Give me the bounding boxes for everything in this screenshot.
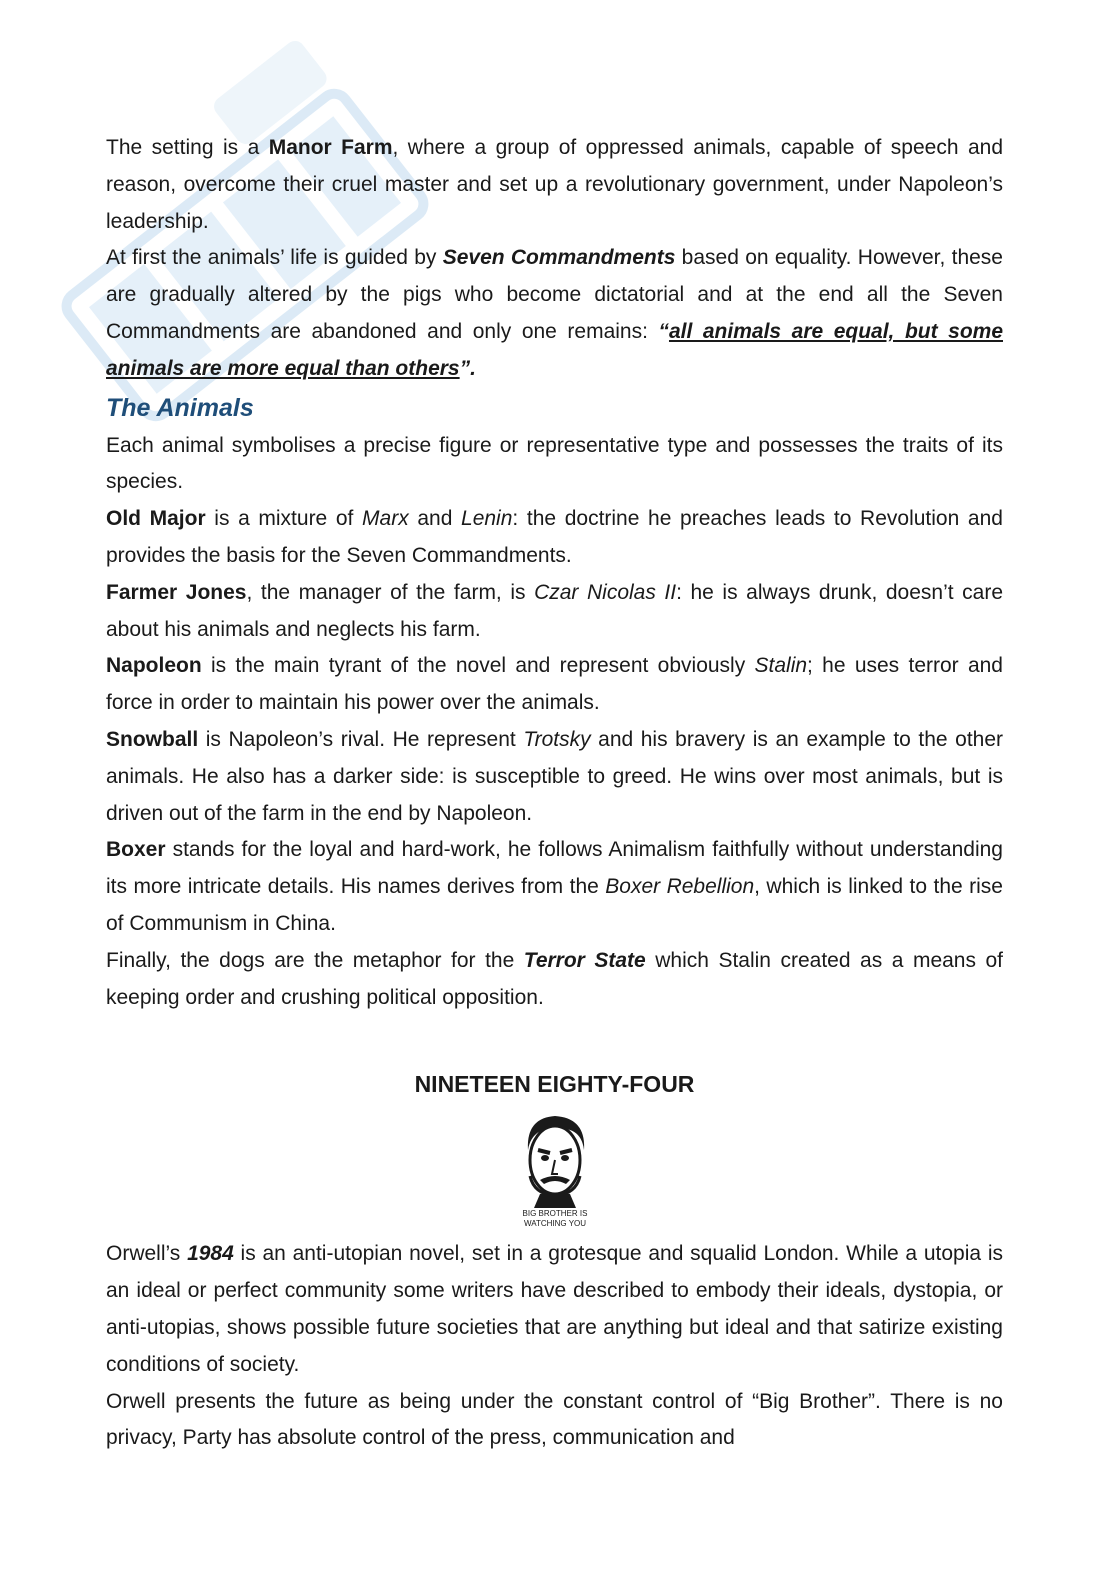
stalin-term: Stalin [754,654,808,678]
old-major-name: Old Major [106,507,206,531]
napoleon-paragraph [106,648,1003,722]
text-run: stands for the loyal and hard-work, he follows Animalism faithfully without understanding its more intricate details. His names derives from the [106,838,1003,899]
boxer-name: Boxer [106,838,166,862]
dogs-paragraph [106,943,1003,1017]
big-brother-illustration [106,1110,1003,1230]
text-run: : he is always drunk, doesn’t care about his animals and neglects his farm. [106,580,1003,641]
animals-intro-paragraph: Each animal symbolises a precise figure or representative type and possesses the traits of its species. [106,433,1003,494]
big-brother-face-icon [500,1110,610,1230]
text-run: ; he uses terror and force in order to maintain his power over the animals. [106,654,1003,715]
text-run: , which is linked to the rise of Communism in China. [106,875,1003,935]
1984-paragraph-2: Orwell presents the future as being under the constant control of “Big Brother”. There is no privacy, Party has absolute control of the press, communication and [106,1389,1003,1450]
text-run: is Napoleon’s rival. He represent [198,727,524,751]
text-run: Orwell’s [106,1242,188,1266]
1984-title-term: 1984 [187,1242,234,1266]
text-run: is the main tyrant of the novel and represent obviously [201,654,755,678]
lenin-term: Lenin [461,507,513,531]
text-run: which Stalin created as a means of keeping order and crushing political opposition. [106,948,1004,1009]
seven-commandments-term: Seven Commandments [442,246,676,270]
manor-farm-term: Manor Farm [268,136,393,159]
snowball-name: Snowball [106,727,199,751]
text-run: is an anti-utopian novel, set in a grotesque and squalid London. While a utopia is an ideal or perfect community some writers have described to embody their ideals, dystopia, or anti-utopias, shows possible future societies that are anything but ideal and that satirize existing conditions of society. [106,1242,1004,1376]
quote-close: ”. [459,356,476,380]
farmer-jones-paragraph [106,575,1003,649]
terror-state-term: Terror State [523,948,646,972]
czar-term: Czar Nicolas II [534,580,677,604]
farmer-jones-name: Farmer Jones [106,580,247,604]
snowball-paragraph [106,722,1003,832]
napoleon-name: Napoleon [106,654,202,678]
text-run: , the manager of the farm, is [246,580,535,604]
text-run: based on equality. However, these are gradually altered by the pigs who become dictatorial and at the end all the Seven Commandments are abandoned and only one remains: [106,246,1003,343]
intro-paragraph-2 [106,240,1003,387]
section-heading-animals: The Animals [106,393,254,422]
trotsky-term: Trotsky [523,727,591,751]
text-run: : the doctrine he preaches leads to Revolution and provides the basis for the Seven Commandments. [106,507,1003,567]
intro-paragraph-1 [106,130,1003,240]
1984-paragraph-1 [106,1236,1003,1383]
text-run: and [408,507,462,531]
boxer-rebellion-term: Boxer Rebellion [605,875,755,899]
boxer-paragraph [106,832,1003,942]
text-run: Finally, the dogs are the metaphor for the [106,948,524,972]
caption-line-2: WATCHING YOU [523,1219,586,1229]
text-run: , where a group of oppressed animals, capable of speech and reason, overcome their cruel master and set up a revolutionary government, under Napoleon’s leadership. [106,136,1004,233]
section-heading-1984: NINETEEN EIGHTY-FOUR [414,1071,695,1098]
text-run: is a mixture of [205,507,363,531]
commandment-quote: all animals are equal, but some animals are more equal than others [106,319,1003,380]
document-body [106,130,1003,1457]
text-run: At first the animals’ life is guided by [106,246,443,270]
old-major-paragraph [106,501,1003,575]
quote-open: “ [658,319,669,343]
caption-line-1: BIG BROTHER IS [522,1209,587,1219]
marx-term: Marx [362,507,409,531]
text-run: The setting is a [106,136,269,159]
text-run: and his bravery is an example to the other animals. He also has a darker side: is susceptible to greed. He wins over most animals, but is driven out of the farm in the end by Napoleon. [106,727,1004,825]
